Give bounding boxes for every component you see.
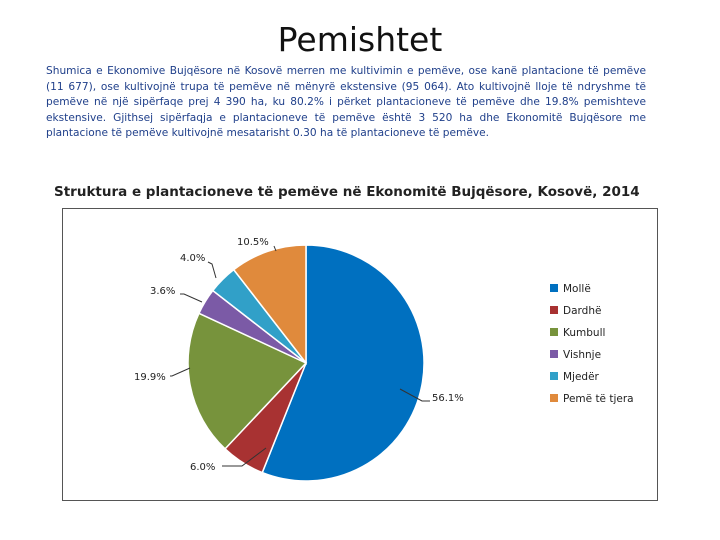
data-label-6: 10.5% bbox=[237, 237, 269, 248]
legend-swatch-2 bbox=[550, 306, 558, 314]
legend-swatch-3 bbox=[550, 328, 558, 336]
chart-title: Struktura e plantacioneve të pemëve në Ekonomitë Bujqësore, Kosovë, 2014 bbox=[54, 184, 640, 200]
legend-swatch-5 bbox=[550, 372, 558, 380]
legend-label-6: Pemë të tjera bbox=[563, 393, 634, 405]
legend-label-5: Mjedër bbox=[563, 371, 599, 383]
data-label-1: 56.1% bbox=[432, 393, 464, 404]
pie-slices bbox=[188, 245, 424, 481]
legend-label-1: Mollë bbox=[563, 283, 591, 295]
legend-label-3: Kumbull bbox=[563, 327, 606, 339]
legend-swatch-1 bbox=[550, 284, 558, 292]
legend-swatch-4 bbox=[550, 350, 558, 358]
leader-line-5 bbox=[208, 262, 216, 278]
intro-paragraph: Shumica e Ekonomive Bujqësore në Kosovë merren me kultivimin e pemëve, ose kanë plantacione të pemëve (11 677), ose kultivojnë trupa të pemëve në mënyrë ekstensive (95 064). Ato kultivojnë lloje të ndryshme të pemëve në një sipërfaqe prej 4 390 ha, ku 80.2% i përket plantacioneve të pemëve dhe 19.8% pemishteve ekstensive. Gjithsej sipërfaqja e plantacioneve të pemëve është 3 520 ha dhe Ekonomitë Bujqësore me plantacione të pemëve kultivojnë mesatarisht 0.30 ha të plantacioneve të pemëve. bbox=[46, 65, 646, 139]
legend-label-2: Dardhë bbox=[563, 305, 602, 317]
pie-chart bbox=[62, 208, 658, 501]
legend-swatch-6 bbox=[550, 394, 558, 402]
legend-label-4: Vishnje bbox=[563, 349, 602, 361]
slide-title: Pemishtet bbox=[277, 20, 443, 59]
chart-legend bbox=[550, 283, 634, 405]
data-label-4: 3.6% bbox=[150, 286, 176, 297]
data-label-2: 6.0% bbox=[190, 462, 216, 473]
data-label-5: 4.0% bbox=[180, 253, 206, 264]
data-label-3: 19.9% bbox=[134, 372, 166, 383]
leader-line-3 bbox=[170, 368, 190, 376]
leader-line-4 bbox=[180, 294, 202, 302]
